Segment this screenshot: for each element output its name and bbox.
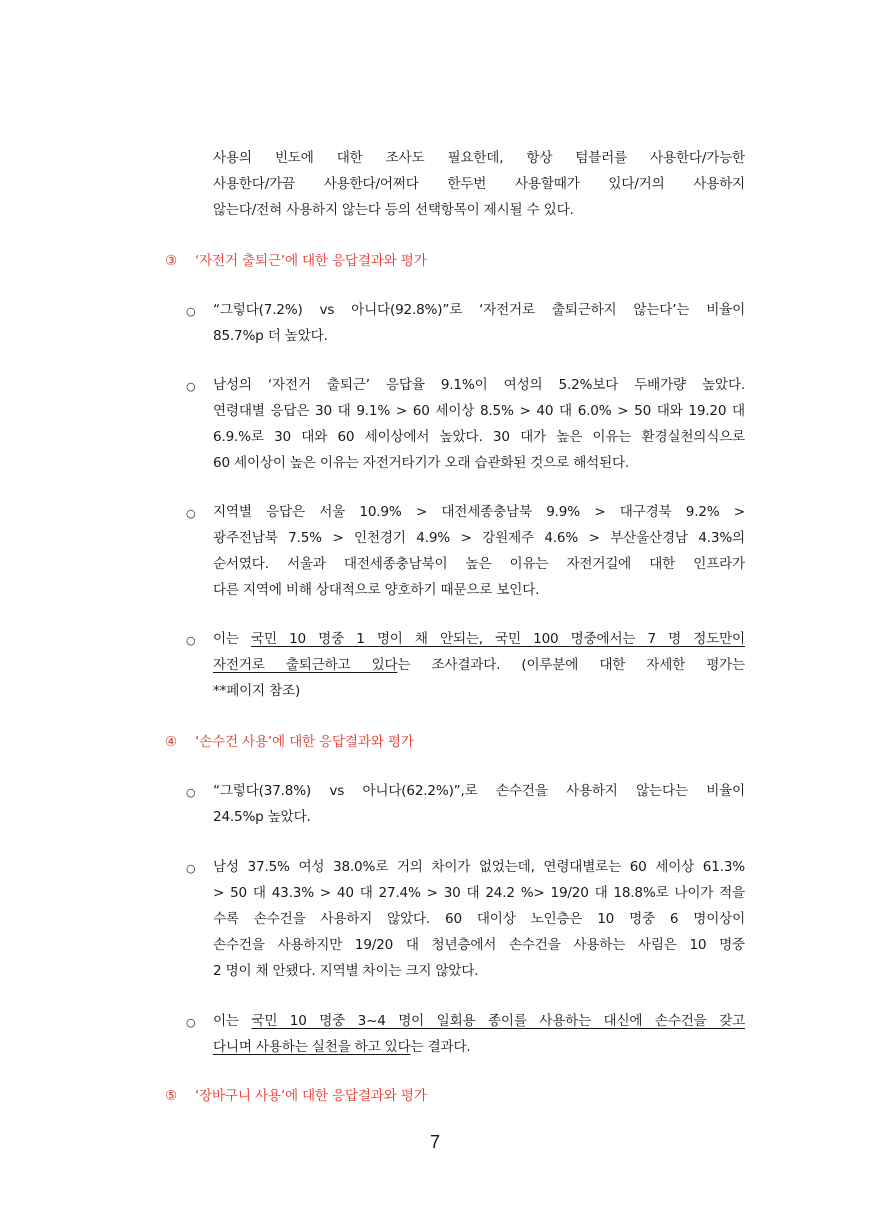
s4-p3-suffix: 는 결과다. [410, 1039, 471, 1055]
s3-p4-line-2 [213, 652, 745, 678]
page-number: 7 [429, 1132, 440, 1152]
bullet-icon: ○ [186, 380, 196, 393]
s4-p3-prefix: 이는 [213, 1013, 252, 1029]
s3-p3-line-3: 순서였다. 서울과 대전세종충남북이 높은 이유는 자전거길에 대한 인프라가 [213, 556, 745, 572]
s4-p2-line-3: 수록 손수건을 사용하지 않았다. 60 대이상 노인층은 10 명중 6 명이상이 [213, 911, 745, 927]
s3-p1-line-2: 85.7%p 더 높았다. [213, 328, 328, 344]
s3-p3-line-1: 지역별 응답은 서울 10.9% > 대전세종충남북 9.9% > 대구경북 9.2% > [213, 504, 745, 520]
s4-p1-line-1: “그렇다(37.8%) vs 아니다(62.2%)”,로 손수건을 사용하지 않는다는 비율이 [213, 783, 745, 799]
bullet-icon: ○ [186, 507, 196, 520]
intro-line-1: 사용의 빈도에 대한 조사도 필요한데, 항상 텀블러를 사용한다/가능한 [213, 150, 745, 166]
s3-p2-line-3: 6.9.%로 30 대와 60 세이상에서 높았다. 30 대가 높은 이유는 환경실천의식으로 [213, 429, 745, 445]
s4-p2-line-4: 손수건을 사용하지만 19/20 대 청년층에서 손수건을 사용하는 사림은 10 명중 [213, 937, 745, 953]
s4-p3-underlined-2: 다니며 사용하는 실천을 하고 있다 [213, 1039, 411, 1055]
s3-p4-prefix: 이는 [213, 631, 252, 647]
intro-line-3: 않는다/전혀 사용하지 않는다 등의 선택항목이 제시될 수 있다. [213, 202, 574, 218]
bullet-icon: ○ [186, 786, 196, 799]
section-5-number: ⑤ [165, 1088, 177, 1104]
s3-p4-line-3: **페이지 참조) [213, 683, 301, 699]
section-5-title: ‘장바구니 사용’에 대한 응답결과와 평가 [195, 1088, 427, 1104]
section-3-number: ③ [165, 253, 177, 269]
s3-p4-suffix: 는 조사결과다. (이루분에 대한 자세한 평가는 [397, 657, 745, 673]
bullet-icon: ○ [186, 1016, 196, 1029]
intro-line-2: 사용한다/가끔 사용한다/어쩌다 한두번 사용할때가 있다/거의 사용하지 [213, 176, 745, 192]
section-4-title: ‘손수건 사용’에 대한 응답결과와 평가 [195, 734, 414, 750]
bullet-icon: ○ [186, 305, 196, 318]
s3-p3-line-2: 광주전남북 7.5% > 인천경기 4.9% > 강원제주 4.6% > 부산울산경남 4.3%의 [213, 530, 745, 546]
s3-p1-line-1: “그렇다(7.2%) vs 아니다(92.8%)”로 ‘자전거로 출퇴근하지 않는다’는 비율이 [213, 302, 745, 318]
s3-p2-line-1: 남성의 ‘자전거 출퇴근’ 응답율 9.1%이 여성의 5.2%보다 두배가량 높았다. [213, 377, 745, 393]
s4-p3-underlined-1: 국민 10 명중 3~4 명이 일회용 종이를 사용하는 대신에 손수건을 갖고 [251, 1013, 746, 1029]
s3-p4-line-1 [213, 626, 745, 652]
section-3-title: ‘자전거 출퇴근’에 대한 응답결과와 평가 [195, 253, 427, 269]
section-3-heading [165, 248, 427, 274]
s4-p1-line-2: 24.5%p 높았다. [213, 809, 311, 825]
s3-p4-underlined-2: 자전거로 출퇴근하고 있다 [213, 657, 398, 673]
s4-p2-line-5: 2 명이 채 안됐다. 지역별 차이는 크지 않았다. [213, 963, 479, 979]
s3-p3-line-4: 다른 지역에 비해 상대적으로 양호하기 때문으로 보인다. [213, 582, 540, 598]
s3-p2-line-4: 60 세이상이 높은 이유는 자전거타기가 오래 습관화된 것으로 해석된다. [213, 455, 630, 471]
s3-p4-underlined-1: 국민 10 명중 1 명이 채 안되는, 국민 100 명중에서는 7 명 정도만이 [251, 631, 745, 647]
section-5-heading [165, 1083, 427, 1109]
bullet-icon: ○ [186, 862, 196, 875]
s4-p3-line-2 [213, 1034, 745, 1060]
s4-p3-line-1 [213, 1008, 745, 1034]
s4-p2-line-1: 남성 37.5% 여성 38.0%로 거의 차이가 없었는데, 연령대별로는 60 세이상 61.3% [213, 859, 745, 875]
s4-p2-line-2: > 50 대 43.3% > 40 대 27.4% > 30 대 24.2 %> 19/20 대 18.8%로 나이가 적을 [213, 885, 745, 901]
s3-p2-line-2: 연령대별 응답은 30 대 9.1% > 60 세이상 8.5% > 40 대 6.0% > 50 대와 19.20 대 [213, 403, 745, 419]
section-4-heading [165, 729, 414, 755]
bullet-icon: ○ [186, 634, 196, 647]
section-4-number: ④ [165, 734, 177, 750]
